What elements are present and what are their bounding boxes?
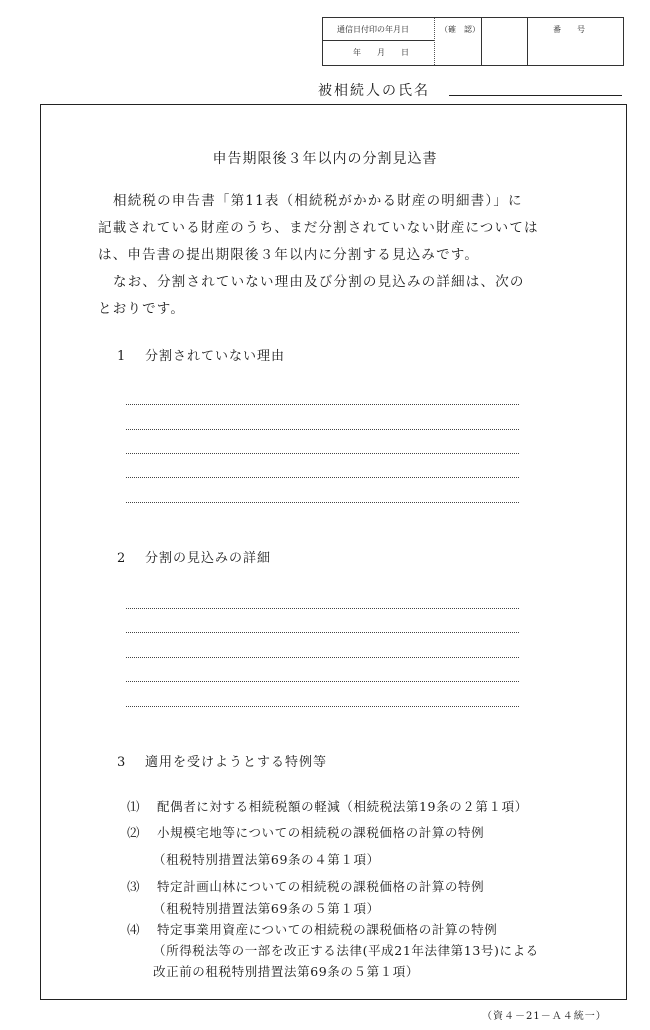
provision-number: ⑴ xyxy=(127,799,141,814)
entry-line[interactable] xyxy=(126,681,519,682)
entry-line[interactable] xyxy=(126,477,519,478)
provision-subtext: （租税特別措置法第69条の４第１項） xyxy=(153,852,380,867)
intro-line: 記載されている財産のうち、まだ分割されていない財産については xyxy=(98,220,539,236)
provision-subtext: （租税特別措置法第69条の５第１項） xyxy=(153,901,380,916)
decedent-name-label: 被相続人の氏名 xyxy=(318,83,430,99)
section-title: 適用を受けようとする特例等 xyxy=(145,755,328,770)
stamp-divider xyxy=(434,18,435,65)
form-code: （資４－21－Ａ４統一） xyxy=(482,1011,607,1022)
provision-text: 特定計画山林についての相続税の課税価格の計算の特例 xyxy=(157,879,485,894)
stamp-confirm-label: （確 認） xyxy=(440,25,480,34)
stamp-date-label: 通信日付印の年月日 xyxy=(337,25,409,34)
provision-text: 特定事業用資産についての相続税の課税価格の計算の特例 xyxy=(157,922,498,937)
entry-line[interactable] xyxy=(126,657,519,658)
provision-subtext: 改正前の租税特別措置法第69条の５第１項） xyxy=(153,964,420,979)
page-title: 申告期限後３年以内の分割見込書 xyxy=(212,151,438,167)
entry-line[interactable] xyxy=(126,632,519,633)
intro-line: 相続税の申告書「第11表（相続税がかかる財産の明細書）」に xyxy=(113,193,523,209)
stamp-divider xyxy=(527,18,528,65)
section-number: 3 xyxy=(117,755,127,770)
section-number: 2 xyxy=(117,551,127,566)
provision-item xyxy=(127,823,484,841)
provision-item xyxy=(127,920,497,938)
provision-number: ⑷ xyxy=(127,922,141,937)
entry-line[interactable] xyxy=(126,608,519,609)
provision-text: 配偶者に対する相続税額の軽減（相続税法第19条の２第１項） xyxy=(157,799,528,814)
stamp-divider xyxy=(323,40,434,41)
provision-subtext: （所得税法等の一部を改正する法律(平成21年法律第13号)による xyxy=(153,943,539,958)
section-heading-outlook xyxy=(117,547,271,566)
provision-text: 小規模宅地等についての相続税の課税価格の計算の特例 xyxy=(157,825,485,840)
section-heading-provisions xyxy=(117,751,327,770)
intro-line: とおりです。 xyxy=(98,301,186,317)
entry-line[interactable] xyxy=(126,404,519,405)
decedent-name-underline xyxy=(449,95,622,96)
intro-line: なお、分割されていない理由及び分割の見込みの詳細は、次の xyxy=(113,274,525,290)
provision-item xyxy=(127,797,528,815)
entry-line[interactable] xyxy=(126,502,519,503)
intro-line: は、申告書の提出期限後３年以内に分割する見込みです。 xyxy=(98,247,480,263)
provision-number: ⑵ xyxy=(127,825,141,840)
section-title: 分割の見込みの詳細 xyxy=(145,551,272,566)
section-number: 1 xyxy=(117,349,127,364)
entry-line[interactable] xyxy=(126,706,519,707)
entry-line[interactable] xyxy=(126,453,519,454)
stamp-date-value: 年 月 日 xyxy=(353,48,409,57)
section-title: 分割されていない理由 xyxy=(145,349,286,364)
provision-number: ⑶ xyxy=(127,879,141,894)
stamp-table xyxy=(322,17,624,66)
stamp-divider xyxy=(481,18,482,65)
section-heading-reason xyxy=(117,345,285,364)
stamp-number-label: 番 号 xyxy=(553,25,585,34)
entry-line[interactable] xyxy=(126,429,519,430)
provision-item xyxy=(127,877,484,895)
